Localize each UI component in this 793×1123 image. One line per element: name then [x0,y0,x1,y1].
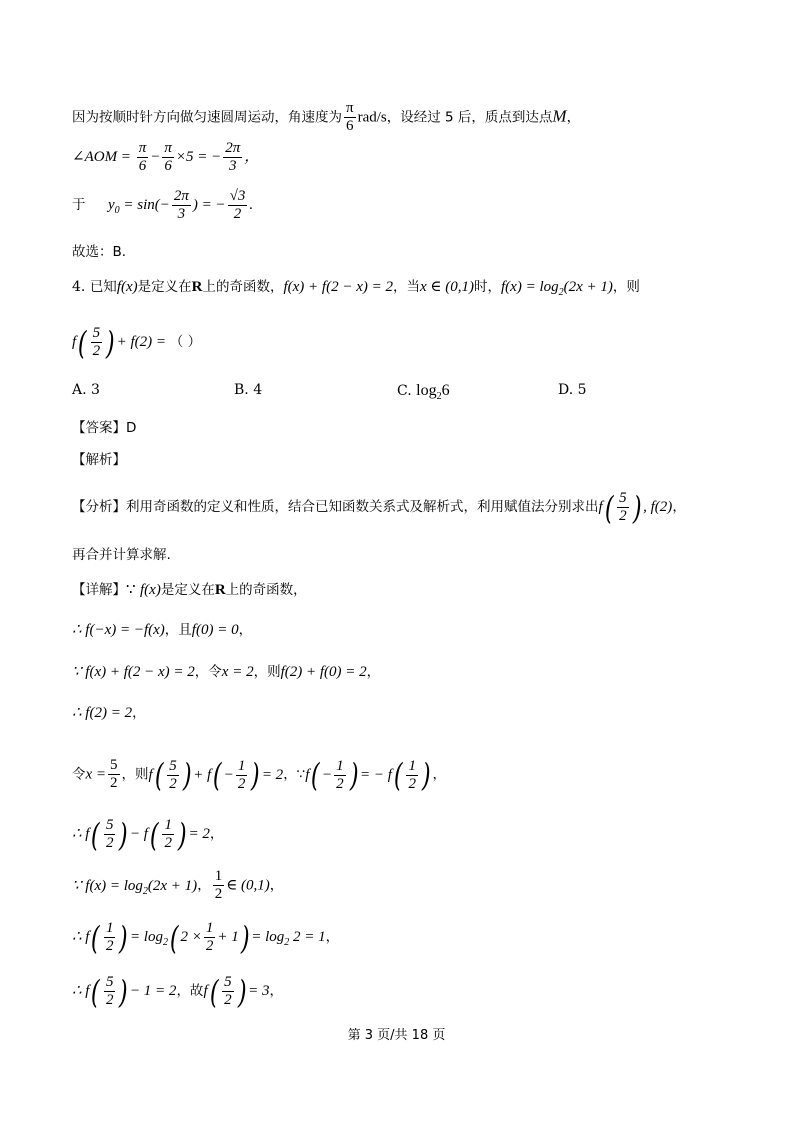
option-b: B. 4 [234,382,263,398]
detail-line-8: ∴ f( $\frac{1}{2}$ ) = $\log_2$( 2 × $\frac{1}{2}$ + $1) = \log_2 2 = 1$， [72,918,340,957]
intro-text: 因为按顺时针方向做匀速圆周运动，角速度为 [72,109,342,126]
q-text: 是定义在 [137,279,192,295]
answer-tag: 【答案】 [72,420,126,436]
answer-line [72,418,136,438]
analysis-tag: 【解析】 [72,452,126,468]
detail-line-2: ∴ f(−x) = −f(x)，且f(0) = 0， [72,622,253,638]
question-line [72,277,640,303]
q-r: R [191,279,203,295]
fraction: $\frac{\pi}{6}$ [138,140,147,174]
option-c: C. $\log_26$ [397,382,450,402]
detail-line-1: 【详解】∵ f(x)是定义在R上的奇函数， [72,582,307,598]
page-footer: 第 3 页/共 18 页 [347,1028,446,1043]
detail-line-7: ∵ $f(x) = \log_2(2x + 1)$， $\frac{1}{2}$ ∈ (0,1)， [72,868,284,902]
fenxi-line: 【分析】利用奇函数的定义和性质，结合已知函数关系式及解析式，利用赋值法分别求出f( $\frac{5}{2}$ ) , f(2)， [72,488,686,527]
op: ×5 = − [175,148,222,165]
detail-tag: 【详解】 [72,582,126,598]
answer-blank: （ ） [169,333,202,350]
fenxi-line-2: 再合并计算求解. [72,547,171,563]
intro-text-2: ，设经过 5 后，质点到达点 [386,109,553,126]
q-text: 时， [474,279,501,295]
q-cond2: x ∈ (0,1) [419,279,474,295]
punct: ， [566,109,581,126]
detail-line-5: 令x = $\frac{5}{2}$ ，则f( $\frac{5}{2}$ ) + f( − $\frac{1}{2}$ ) = 2，∵f( − $\frac{1}{2}$ ) = − f( $\frac{1}{2}$ ) ， [72,756,446,795]
q-fx: f(x) [116,279,138,295]
answer-value: D [126,420,137,436]
detail-line-6: ∴ f( $\frac{5}{2}$ ) − f( $\frac{1}{2}$ ) = 2， [72,815,224,854]
punct: ， [244,148,260,165]
aom-line [72,140,259,175]
fenxi-tag: 【分析】 [72,498,126,515]
choice-line: 故选：B. [72,244,127,260]
y0-expr: $y_0 = \sin(-$ $\frac{2\pi}{3}$ ) = − $\frac{√3}{2}$ . [107,188,254,222]
aom-lhs: ∠AOM = [72,148,131,165]
y0-line [72,188,253,223]
omega-fraction: $\frac{\pi}{6}$ [346,100,354,134]
option-d: D. 5 [558,382,587,398]
intro-line-1 [72,100,580,135]
detail-line-9: ∴ f( $\frac{5}{2}$ ) − 1 = 2，故f( $\frac{5}{2}$ ) = 3， [72,972,283,1011]
fenxi-text: 利用奇函数的定义和性质，结合已知函数关系式及解析式，利用赋值法分别求出 [126,498,599,515]
q-cond3: $f(x) = \log_2(2x + 1)$ [501,279,613,298]
question-ask: f( $\frac{5}{2}$ ) + f(2) = （ ） [72,323,202,362]
op: − [150,148,161,165]
q-text: ，当 [392,279,420,295]
fraction: $\frac{√3}{2}$ [229,188,246,222]
q-text: ，则 [612,279,640,295]
fraction: $\frac{2\pi}{3}$ [225,140,241,174]
detail-line-3: ∵ f(x) + f(2 − x) = 2，令x = 2，则f(2) + f(0) = 2， [72,664,381,680]
question-number: 4. [72,279,86,295]
y-label: 于 [72,196,86,213]
q-cond1: f(x) + f(2 − x) = 2 [283,279,393,295]
unit-text: rad/s [357,109,387,126]
fraction: $\frac{2\pi}{3}$ [173,188,189,222]
q-text: 已知 [89,279,117,295]
point-m: M [552,106,567,126]
detail-line-4: ∴ f(2) = 2， [72,705,146,721]
option-a: A. 3 [72,382,100,398]
q-text: 上的奇函数， [202,279,284,295]
fraction: $\frac{\pi}{6}$ [164,140,172,174]
